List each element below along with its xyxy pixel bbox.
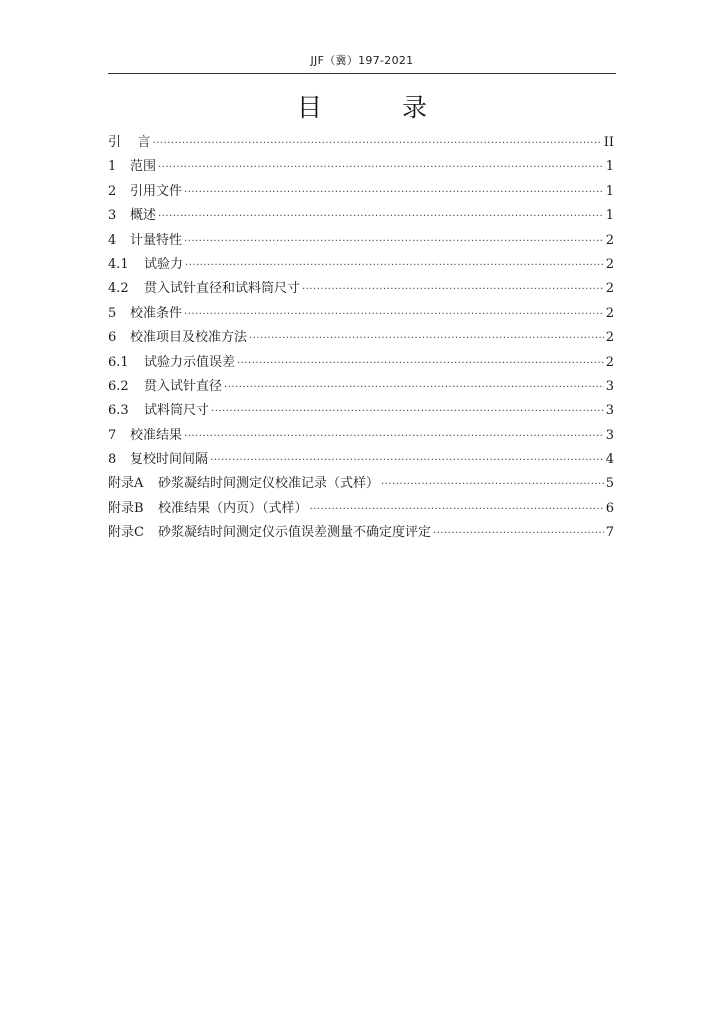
toc-entry-title: 引 言	[108, 135, 151, 150]
toc-entry-title: 计量特性	[130, 232, 183, 248]
toc-entry-page: 3	[605, 378, 614, 394]
toc-entry-title: 贯入试针直径和试料筒尺寸	[144, 281, 301, 297]
toc-entry-7[interactable]	[108, 424, 614, 448]
toc-leader-dots	[210, 449, 604, 473]
toc-entry-foreword[interactable]	[108, 131, 614, 155]
toc-entry-page: 2	[605, 330, 614, 346]
toc-entry-4-1[interactable]	[108, 253, 614, 277]
toc-leader-dots	[158, 205, 604, 229]
toc-leader-dots	[184, 230, 604, 254]
toc-leader-dots	[310, 498, 604, 522]
toc-entry-number: 4.2	[108, 281, 129, 297]
toc-leader-dots	[184, 425, 604, 449]
document-code-header: JJF（冀）197-2021	[310, 54, 414, 67]
toc-entry-number: 6.2	[108, 378, 129, 394]
toc-entry-page: 1	[605, 208, 614, 224]
toc-leader-dots	[184, 303, 604, 327]
toc-entry-6-2[interactable]	[108, 375, 614, 399]
toc-entry-title: 校准结果（内页）（式样）	[158, 500, 308, 516]
toc-entry-6-1[interactable]	[108, 351, 614, 375]
toc-entry-number: 附录B	[108, 500, 144, 516]
toc-entry-8[interactable]	[108, 448, 614, 472]
toc-entry-title: 校准结果	[130, 427, 183, 443]
toc-entry-page: 2	[605, 232, 614, 248]
toc-entry-title: 砂浆凝结时间测定仪示值误差测量不确定度评定	[158, 525, 432, 541]
toc-entry-page: 2	[605, 256, 614, 272]
toc-entry-page: 4	[605, 452, 614, 468]
toc-entry-number: 1	[108, 159, 117, 175]
toc-entry-page: 3	[605, 427, 614, 443]
toc-leader-dots	[249, 327, 604, 351]
toc-entry-number: 6	[108, 330, 117, 346]
toc-leader-dots	[153, 132, 602, 156]
toc-entry-title: 试验力	[144, 256, 184, 272]
toc-entry-number: 8	[108, 452, 117, 468]
toc-entry-number: 4	[108, 232, 117, 248]
toc-entry-title: 砂浆凝结时间测定仪校准记录（式样）	[158, 476, 380, 492]
toc-leader-dots	[381, 473, 604, 497]
toc-leader-dots	[433, 522, 604, 546]
toc-leader-dots	[302, 278, 604, 302]
toc-entry-5[interactable]	[108, 302, 614, 326]
toc-entry-page: 2	[605, 305, 614, 321]
toc-entry-page: 2	[605, 281, 614, 297]
toc-entry-page: II	[603, 135, 614, 150]
toc-entry-4-2[interactable]	[108, 277, 614, 301]
toc-entry-page: 7	[605, 525, 614, 541]
toc-entry-title: 概述	[130, 208, 157, 224]
toc-entry-page: 1	[605, 183, 614, 199]
toc-entry-6[interactable]	[108, 326, 614, 350]
toc-leader-dots	[224, 376, 604, 400]
toc-entry-number: 5	[108, 305, 117, 321]
toc-entry-page: 2	[605, 354, 614, 370]
toc-leader-dots	[211, 400, 604, 424]
toc-entry-title: 贯入试针直径	[144, 378, 223, 394]
header-divider	[108, 73, 616, 74]
page-title: 目 录	[297, 93, 463, 122]
toc-entry-title: 试料筒尺寸	[144, 403, 210, 419]
toc-entry-title: 复校时间间隔	[130, 452, 209, 468]
toc-entry-appendix-c[interactable]	[108, 521, 614, 545]
toc-entry-title: 试验力示值误差	[144, 354, 236, 370]
toc-entry-page: 3	[605, 403, 614, 419]
toc-leader-dots	[237, 352, 604, 376]
toc-leader-dots	[184, 181, 604, 205]
toc-entry-appendix-a[interactable]	[108, 472, 614, 496]
toc-entry-title: 校准项目及校准方法	[130, 330, 248, 346]
toc-entry-2[interactable]	[108, 180, 614, 204]
toc-leader-dots	[158, 156, 604, 180]
toc-entry-number: 6.3	[108, 403, 129, 419]
toc-entry-number: 6.1	[108, 354, 129, 370]
toc-leader-dots	[185, 254, 604, 278]
toc-entry-title: 范围	[130, 159, 157, 175]
toc-entry-number: 3	[108, 208, 117, 224]
toc-entry-appendix-b[interactable]	[108, 497, 614, 521]
toc-entry-6-3[interactable]	[108, 399, 614, 423]
toc-entry-page: 1	[605, 159, 614, 175]
toc-entry-title: 引用文件	[130, 183, 183, 199]
toc-entry-number: 7	[108, 427, 117, 443]
toc-entry-page: 6	[605, 500, 614, 516]
toc-entry-3[interactable]	[108, 204, 614, 228]
toc-entry-title: 校准条件	[130, 305, 183, 321]
toc-entry-number: 4.1	[108, 256, 129, 272]
toc-entry-number: 附录A	[108, 476, 144, 492]
toc-entry-1[interactable]	[108, 155, 614, 179]
table-of-contents	[108, 131, 614, 546]
toc-entry-page: 5	[605, 476, 614, 492]
toc-entry-number: 附录C	[108, 525, 144, 541]
toc-entry-number: 2	[108, 183, 117, 199]
toc-entry-4[interactable]	[108, 229, 614, 253]
